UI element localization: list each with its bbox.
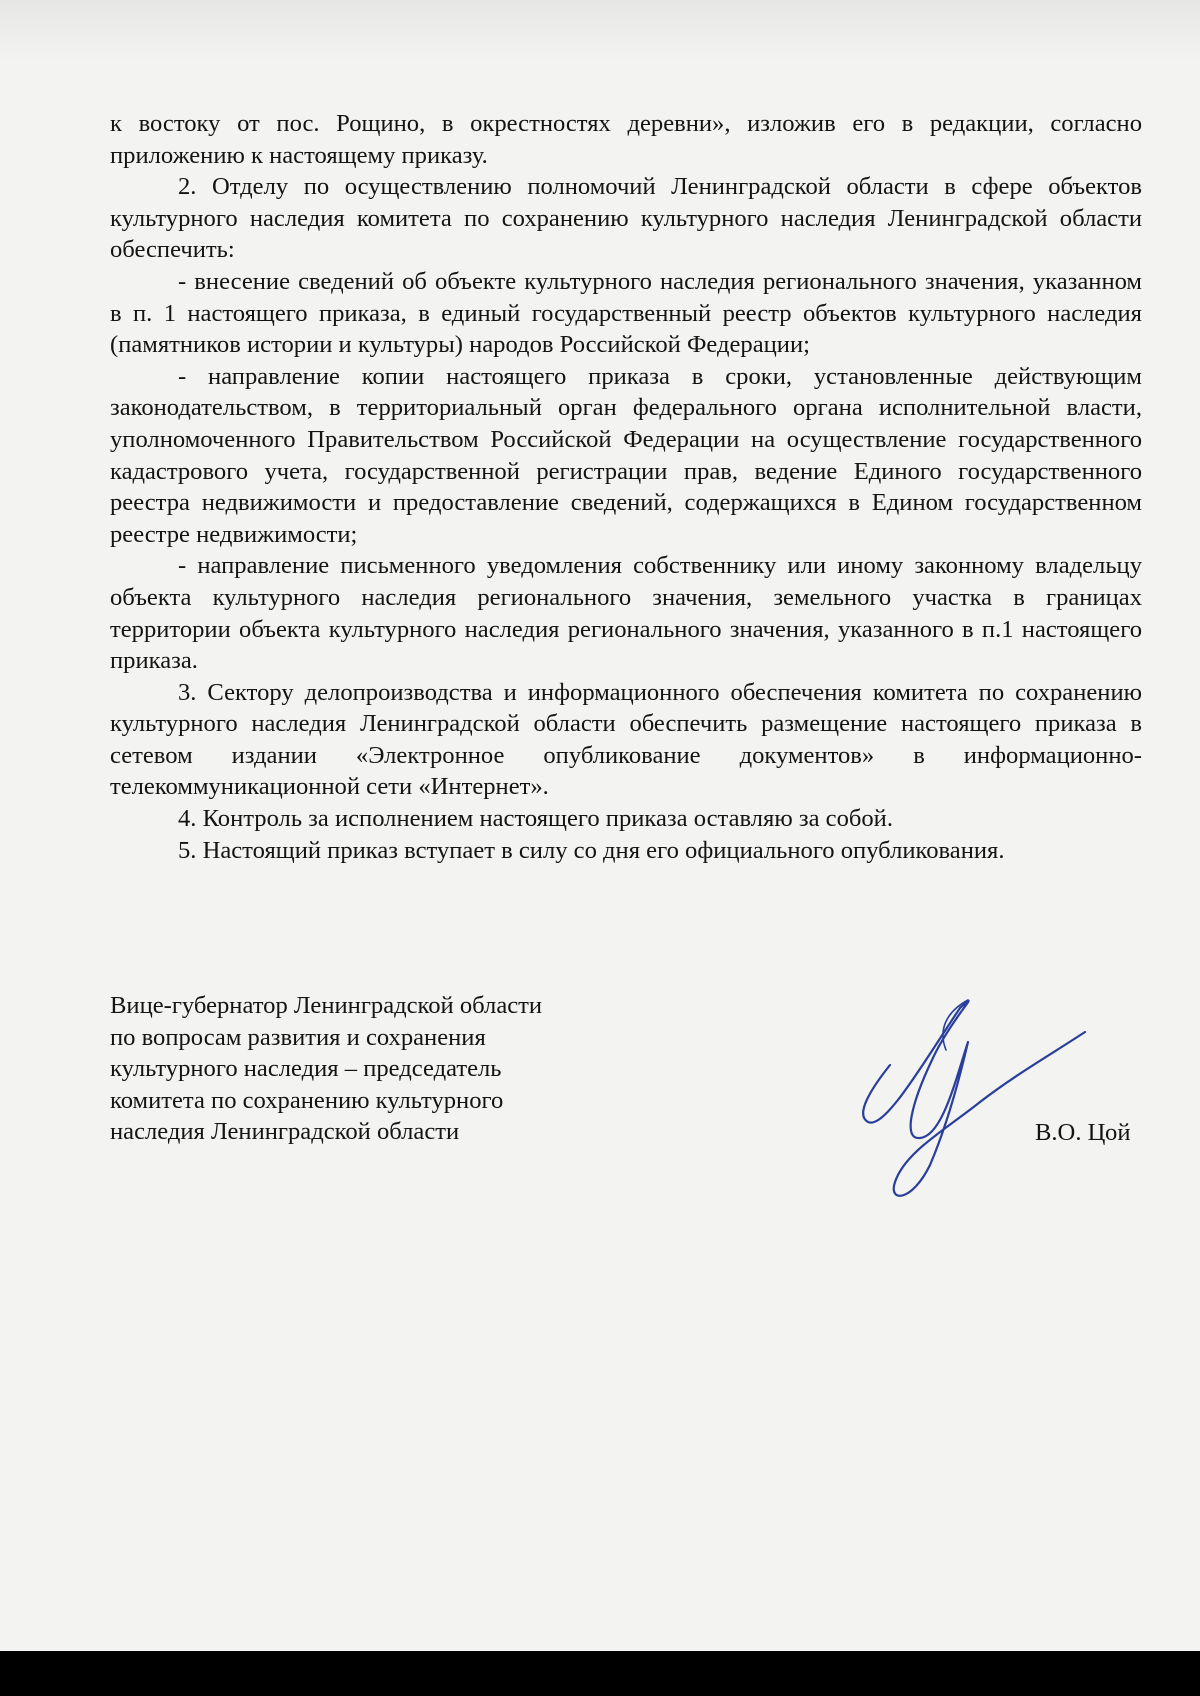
paragraph-item-3: 3. Сектору делопроизводства и информационного обеспечения комитета по сохранению культурного наследия Ленинградской области обеспечить размещение настоящего приказа в сетевом издании «Электронное опубликование документов» в информационно-телекоммуникационной сети «Интернет».	[110, 678, 1142, 801]
paragraph-item-2: 2. Отделу по осуществлению полномочий Ленинградской области в сфере объектов культурного наследия комитета по сохранению культурного наследия Ленинградской области обеспечить:	[110, 173, 1142, 264]
signatory-title-line: культурного наследия – председатель	[110, 1055, 502, 1083]
paragraph-item-2-subitem-2: - направление копии настоящего приказа в сроки, установленные действующим законодательством, в территориальный орган федерального органа исполнительной власти, уполномоченного Правительством Российской Федерации на осуществление государственного кадастрового учета, государственной регистрации прав, ведение Единого государственного реестра недвижимости и предоставление сведений, содержащихся в Едином государственном реестре недвижимости;	[110, 362, 1142, 548]
signatory-title-line: наследия Ленинградской области	[110, 1118, 460, 1146]
handwritten-signature	[850, 990, 1090, 1205]
scan-bottom-edge	[0, 1651, 1200, 1696]
paragraph-item-2-subitem-3: - направление письменного уведомления собственнику или иному законному владельцу объекта культурного наследия регионального значения, земельного участка в границах территории объекта культурного наследия регионального значения, указанного в п.1 настоящего приказа.	[110, 552, 1142, 675]
signatory-title	[110, 990, 610, 1148]
signatory-title-line: по вопросам развития и сохранения	[110, 1023, 486, 1051]
signatory-title-line: Вице-губернатор Ленинградской области	[110, 992, 543, 1019]
signatory-name: В.О. Цой	[1035, 1119, 1131, 1146]
signature-stroke	[863, 1001, 1085, 1196]
paragraph-item-2-subitem-1: - внесение сведений об объекте культурного наследия регионального значения, указанном в п. 1 настоящего приказа, в единый государственный реестр объектов культурного наследия (памятников истории и культуры) народов Российской Федерации;	[110, 267, 1142, 359]
order-body	[110, 108, 1142, 866]
paragraph-item-5: 5. Настоящий приказ вступает в силу со дня его официального опубликования.	[178, 836, 1005, 864]
paragraph-item-4: 4. Контроль за исполнением настоящего приказа оставляю за собой.	[178, 805, 893, 833]
paragraph-continuation: к востоку от пос. Рощино, в окрестностях деревни», изложив его в редакции, согласно приложению к настоящему приказу.	[110, 110, 1142, 169]
scan-top-shadow	[0, 0, 1200, 60]
signatory-title-line: комитета по сохранению культурного	[110, 1086, 504, 1114]
